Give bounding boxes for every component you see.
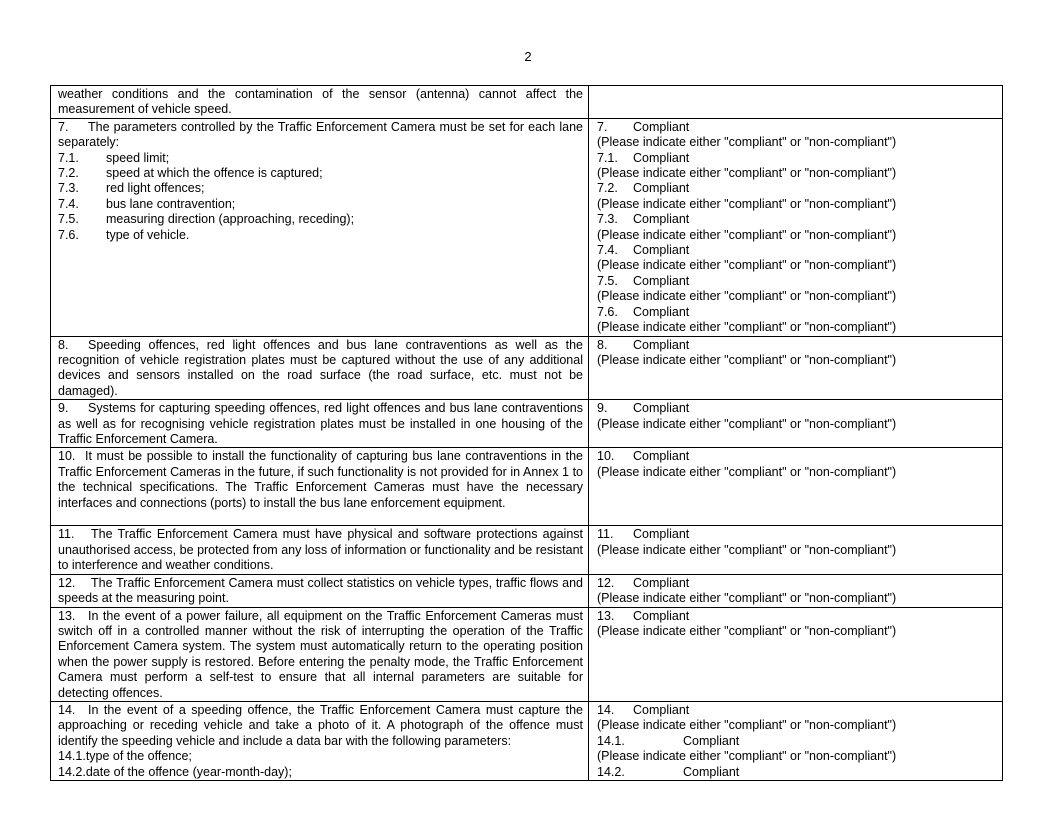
item-number: 7.2. [58,166,79,181]
compliance-cell [589,608,1002,701]
compliance-cell [589,702,1002,780]
compliance-note: (Please indicate either "compliant" or "non-compliant") [597,464,897,479]
item-number: 8. [597,337,608,352]
page-number: 2 [524,49,532,64]
compliance-note: (Please indicate either "compliant" or "non-compliant") [597,289,897,304]
compliance-entry [597,212,998,227]
item-number: 11. [597,527,614,542]
compliance-entry [597,181,998,196]
requirement-text: 7. The parameters controlled by the Traffic Enforcement Camera must be set for each lane separately: [58,119,583,150]
item-number: 10. [597,449,615,464]
requirement-cell [51,119,589,336]
compliance-cell [589,526,1002,573]
item-number: 14. [597,703,615,717]
requirement-text: 8. Speeding offences, red light offences and bus lane contraventions as well as the recognition of vehicle registration plates must be captured without the use of any additional devices and sensors installed on the road surface (the road surface, etc. must not be damaged). [58,337,583,398]
requirement-cell [51,526,589,573]
compliance-entry [597,527,998,542]
compliance-value: Compliant [633,527,690,542]
compliance-entry [597,274,998,289]
table-row [51,607,1002,701]
compliance-value: Compliant [683,733,740,748]
compliance-note: (Please indicate either "compliant" or "non-compliant") [597,718,897,733]
compliance-value: Compliant [633,575,690,590]
compliance-entry [597,576,998,591]
compliance-cell [589,448,1002,525]
requirement-text: 9. Systems for capturing speeding offences, red light offences and bus lane contraventions as well as for recognising vehicle registration plates must be installed in one housing of the Traffic Enforcement Camera. [58,401,583,446]
item-number: 7.6. [58,227,79,242]
compliance-value: Compliant [633,119,690,134]
compliance-value: Compliant [633,181,690,196]
requirement-cell [51,702,589,780]
item-number: 7.4. [597,243,618,258]
compliance-entry [597,305,998,320]
requirement-text: 7.6. type of vehicle. [58,227,190,242]
compliance-entry [597,120,998,135]
table-row [51,574,1002,607]
requirement-cell [51,337,589,400]
compliance-value: Compliant [633,304,690,319]
requirement-text: 7.1. speed limit; [58,150,170,165]
compliance-value: Compliant [633,243,690,258]
compliance-note: (Please indicate either "compliant" or "non-compliant") [597,227,897,242]
item-number: 7.3. [58,181,79,196]
requirement-text: 11. The Traffic Enforcement Camera must have physical and software protections against unauthorised access, be protected from any loss of information or functionality and be resistant to interference and weather conditions. [58,527,583,573]
requirement-text: 14.1.type of the offence; [58,749,192,764]
compliance-value: Compliant [633,703,690,717]
compliance-value: Compliant [633,337,690,352]
compliance-note: (Please indicate either "compliant" or "non-compliant") [597,258,897,273]
requirement-text: 7.2. speed at which the offence is captured; [58,166,323,181]
item-number: 13. [58,608,76,623]
table-row [51,336,1002,400]
item-number: 8. [58,337,69,352]
table-row [51,399,1002,447]
compliance-cell [589,400,1002,447]
compliance-note: (Please indicate either "compliant" or "non-compliant") [597,542,897,557]
compliance-entry [597,703,998,718]
requirement-text: 14.2.date of the offence (year-month-day); [58,764,292,779]
table-row [51,118,1002,336]
requirement-cell [51,608,589,701]
requirement-cell [51,86,589,118]
item-number: 9. [597,401,608,416]
compliance-entry [597,151,998,166]
item-number: 7.6. [597,304,618,319]
compliance-entry [597,449,998,464]
item-number: 7.4. [58,196,79,211]
compliance-value: Compliant [633,150,690,165]
compliance-entry [597,609,998,624]
requirement-text: 13. In the event of a power failure, all equipment on the Traffic Enforcement Cameras must switch off in a controlled manner without the risk of interrupting the operation of the Traffic Enforcement Camera system. The system must automatically return to the operating position when the power supply is restored. Before entering the penalty mode, the Traffic Enforcement Camera must perform a self-test to ensure that all internal parameters are suitable for detecting offences. [58,608,583,700]
requirement-text: 7.5. measuring direction (approaching, receding); [58,212,355,227]
item-number: 14. [58,703,76,717]
item-number: 14.2. [597,764,625,779]
compliance-note: (Please indicate either "compliant" or "non-compliant") [597,196,897,211]
compliance-note: (Please indicate either "compliant" or "non-compliant") [597,135,897,150]
item-number: 7.5. [58,212,79,227]
requirement-cell [51,575,589,607]
requirement-cell [51,400,589,447]
compliance-value: Compliant [683,764,740,779]
compliance-entry [597,734,998,749]
compliance-entry [597,765,998,780]
table-row [51,701,1002,780]
item-number: 7. [58,119,69,134]
compliance-note: (Please indicate either "compliant" or "non-compliant") [597,623,897,638]
requirement-text: 10. It must be possible to install the functionality of capturing bus lane contraventions in the Traffic Enforcement Cameras in the future, if such functionality is not provided for in Annex 1 to the technical specifications. The Traffic Enforcement Cameras must have the necessary interfaces and connections (ports) to install the bus lane enforcement equipment. [58,449,583,510]
requirement-text: 14. In the event of a speeding offence, the Traffic Enforcement Camera must capture the approaching or receding vehicle and take a photo of it. A photograph of the offence must identify the speeding vehicle and include a data bar with the following parameters: [58,703,583,748]
compliance-entry [597,338,998,353]
item-number: 12. [58,575,76,590]
item-number: 10. [58,449,76,464]
item-number: 14.2. [58,764,86,779]
compliance-entry [597,401,998,416]
compliance-cell [589,337,1002,400]
table-row [51,447,1002,525]
compliance-cell [589,119,1002,336]
compliance-value: Compliant [633,273,690,288]
compliance-value: Compliant [633,401,690,416]
item-number: 7.1. [58,150,79,165]
compliance-cell [589,575,1002,607]
item-number: 12. [597,575,615,590]
item-number: 7.1. [597,150,618,165]
item-number: 7.2. [597,181,618,196]
compliance-value: Compliant [633,608,690,623]
item-number: 7.3. [597,212,618,227]
compliance-value: Compliant [633,449,690,464]
compliance-note: (Please indicate either "compliant" or "non-compliant") [597,416,897,431]
compliance-note: (Please indicate either "compliant" or "non-compliant") [597,166,897,181]
item-number: 9. [58,401,69,416]
requirement-text: 7.3. red light offences; [58,181,205,196]
requirement-cell [51,448,589,525]
compliance-note: (Please indicate either "compliant" or "non-compliant") [597,320,897,335]
item-number: 7. [597,119,608,134]
table-row [51,86,1002,118]
compliance-value: Compliant [633,212,690,227]
item-number: 13. [597,608,615,623]
compliance-cell [589,86,1002,118]
table-row [51,525,1002,573]
item-number: 7.5. [597,273,618,288]
compliance-note: (Please indicate either "compliant" or "non-compliant") [597,352,897,367]
compliance-note: (Please indicate either "compliant" or "non-compliant") [597,749,897,764]
compliance-entry [597,243,998,258]
requirement-text: 7.4. bus lane contravention; [58,196,236,211]
requirement-text: 12. The Traffic Enforcement Camera must collect statistics on vehicle types, traffic flows and speeds at the measuring point. [58,575,583,605]
item-number: 14.1. [597,733,625,748]
item-number: 14.1. [58,749,86,764]
compliance-note: (Please indicate either "compliant" or "non-compliant") [597,590,897,605]
requirement-text: weather conditions and the contamination of the sensor (antenna) cannot affect the measurement of vehicle speed. [58,87,583,117]
compliance-table [50,85,1003,781]
item-number: 11. [58,527,75,542]
